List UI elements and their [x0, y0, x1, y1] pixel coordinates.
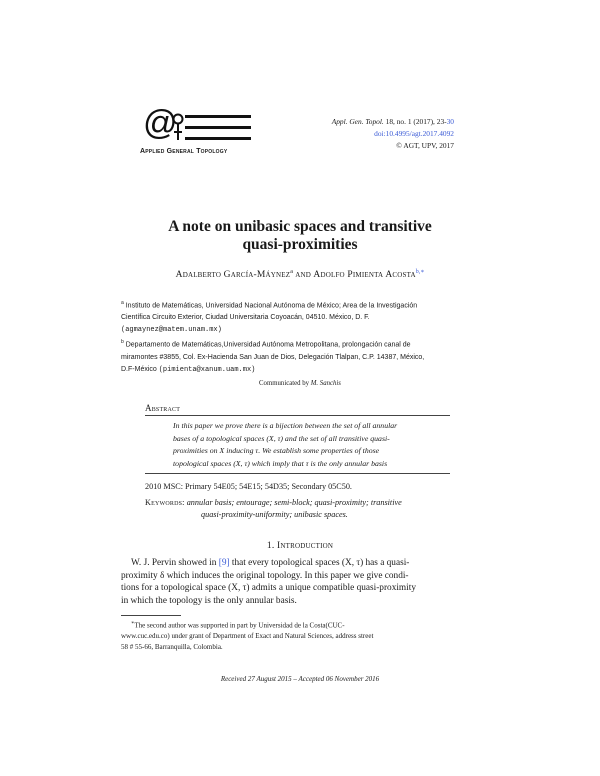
affiliation-b-line-1: Departamento de Matemáticas,Universidad Autónoma Metropolitana, prolongación canal de: [125, 341, 411, 349]
intro-text: W. J. Pervin showed in: [131, 558, 217, 568]
communicated-prefix: Communicated by: [259, 380, 310, 387]
citation-link[interactable]: [9]: [218, 558, 230, 568]
copyright: © AGT, UPV, 2017: [396, 141, 454, 150]
abstract-line: topological spaces (X, τ) which imply that τ is the only annular basis: [173, 458, 388, 468]
paper-title: [0, 218, 600, 254]
journal-volume: 18, no. 1 (2017), 23-: [385, 117, 447, 126]
msc-label: 2010 MSC:: [145, 482, 183, 491]
abstract-line: In this paper we prove there is a bijection between the set of all annular: [173, 421, 398, 430]
intro-text: in which the topology is the only annular basis.: [121, 596, 297, 607]
title-line-2: quasi-proximities: [242, 236, 358, 253]
title-line-1: A note on unibasic spaces and transitive: [168, 218, 432, 235]
keywords-label: Keywords:: [145, 498, 185, 507]
at-sign-logo: @: [143, 104, 178, 142]
journal-reference: [332, 116, 454, 152]
communicated-editor: M. Sanchis: [310, 380, 341, 387]
communicated-by: [0, 380, 600, 387]
affiliation-b-email: (pimienta@xanum.uam.mx): [158, 365, 256, 374]
footnote: [121, 618, 481, 653]
footnote-rule: [121, 615, 181, 616]
affiliation-a-line-2: Científica Circuito Exterior, Ciudad Universitaria Coyoacán, 04510. México, D. F.: [121, 314, 370, 322]
section-heading: 1. Introduction: [266, 541, 334, 551]
affiliation-a-line-1: Instituto de Matemáticas, Universidad Nacional Autónoma de México; Area de la Investigación: [125, 302, 418, 310]
journal-logo: [140, 104, 255, 160]
footnote-text: 58 # 55-66, Barranquilla, Colombia.: [121, 643, 223, 652]
msc-codes: Primary 54E05; 54E15; 54D35; Secondary 05C50.: [185, 482, 352, 491]
affiliations: [121, 297, 481, 376]
abstract-heading: Abstract: [145, 403, 450, 416]
intro-text: proximity δ which induces the original topology. In this paper we give condi-: [121, 570, 409, 581]
footnote-text: www.cuc.edu.co) under grant of Department of Exact and Natural Sciences, address street: [121, 632, 374, 641]
intro-text: tions for a topological space (X, τ) admits a unique compatible quasi-proximity: [121, 583, 416, 594]
page-end-link[interactable]: 30: [446, 117, 454, 126]
author-2: Adolfo Pimienta Acosta: [313, 270, 416, 281]
abstract-section: [145, 403, 465, 474]
journal-citation: [332, 116, 454, 128]
author-1: Adalberto García-Máynez: [175, 270, 291, 281]
affiliation-b: [121, 336, 481, 375]
authors: [0, 268, 600, 280]
affiliation-a-email: (agmaynez@matem.unam.mx): [121, 326, 222, 335]
keywords-line-1: annular basis; entourage; semi-block; quasi-proximity; transitive: [186, 498, 402, 507]
abstract-body: [173, 420, 465, 470]
logo-bars-icon: [185, 115, 253, 141]
journal-abbrev: Appl. Gen. Topol.: [331, 117, 384, 126]
authors-and: and: [295, 270, 312, 281]
logo-glyph-icon: [171, 112, 185, 144]
keywords: [145, 497, 402, 521]
msc-classification: [145, 482, 352, 491]
abstract-line: bases of a topological spaces (X, τ) and the set of all transitive quasi-: [173, 433, 390, 443]
affiliation-b-line-2: miramontes #3855, Col. Ex-Hacienda San Juan de Dios, Delegación Tlalpan, C.P. 14387, México,: [121, 353, 425, 361]
logo-journal-name: Applied General Topology: [140, 148, 228, 155]
received-date: Received 27 August 2015 – Accepted 06 November 2016: [220, 675, 380, 683]
affiliation-b-city: D.F-México: [121, 365, 157, 373]
doi-link[interactable]: doi:10.4995/agt.2017.4092: [374, 129, 454, 138]
affiliation-a: [121, 297, 481, 336]
intro-text: that every topological spaces (X, τ) has a quasi-: [231, 558, 410, 568]
keywords-line-2: quasi-proximity-uniformity; unibasic spaces.: [201, 510, 348, 519]
author-1-mark: a: [290, 269, 293, 275]
abstract-rule: [145, 473, 450, 474]
footnote-text: The second author was supported in part by Universidad de la Costa(CUC-: [134, 621, 345, 630]
author-2-mark[interactable]: b,∗: [415, 269, 425, 275]
intro-paragraph: [121, 557, 481, 608]
footnote-mark: ∗: [131, 621, 135, 626]
abstract-line: proximities on X inducing τ. We establish some properties of those: [173, 446, 380, 456]
affiliation-b-mark: b: [121, 339, 124, 346]
affiliation-a-mark: a: [121, 300, 124, 306]
